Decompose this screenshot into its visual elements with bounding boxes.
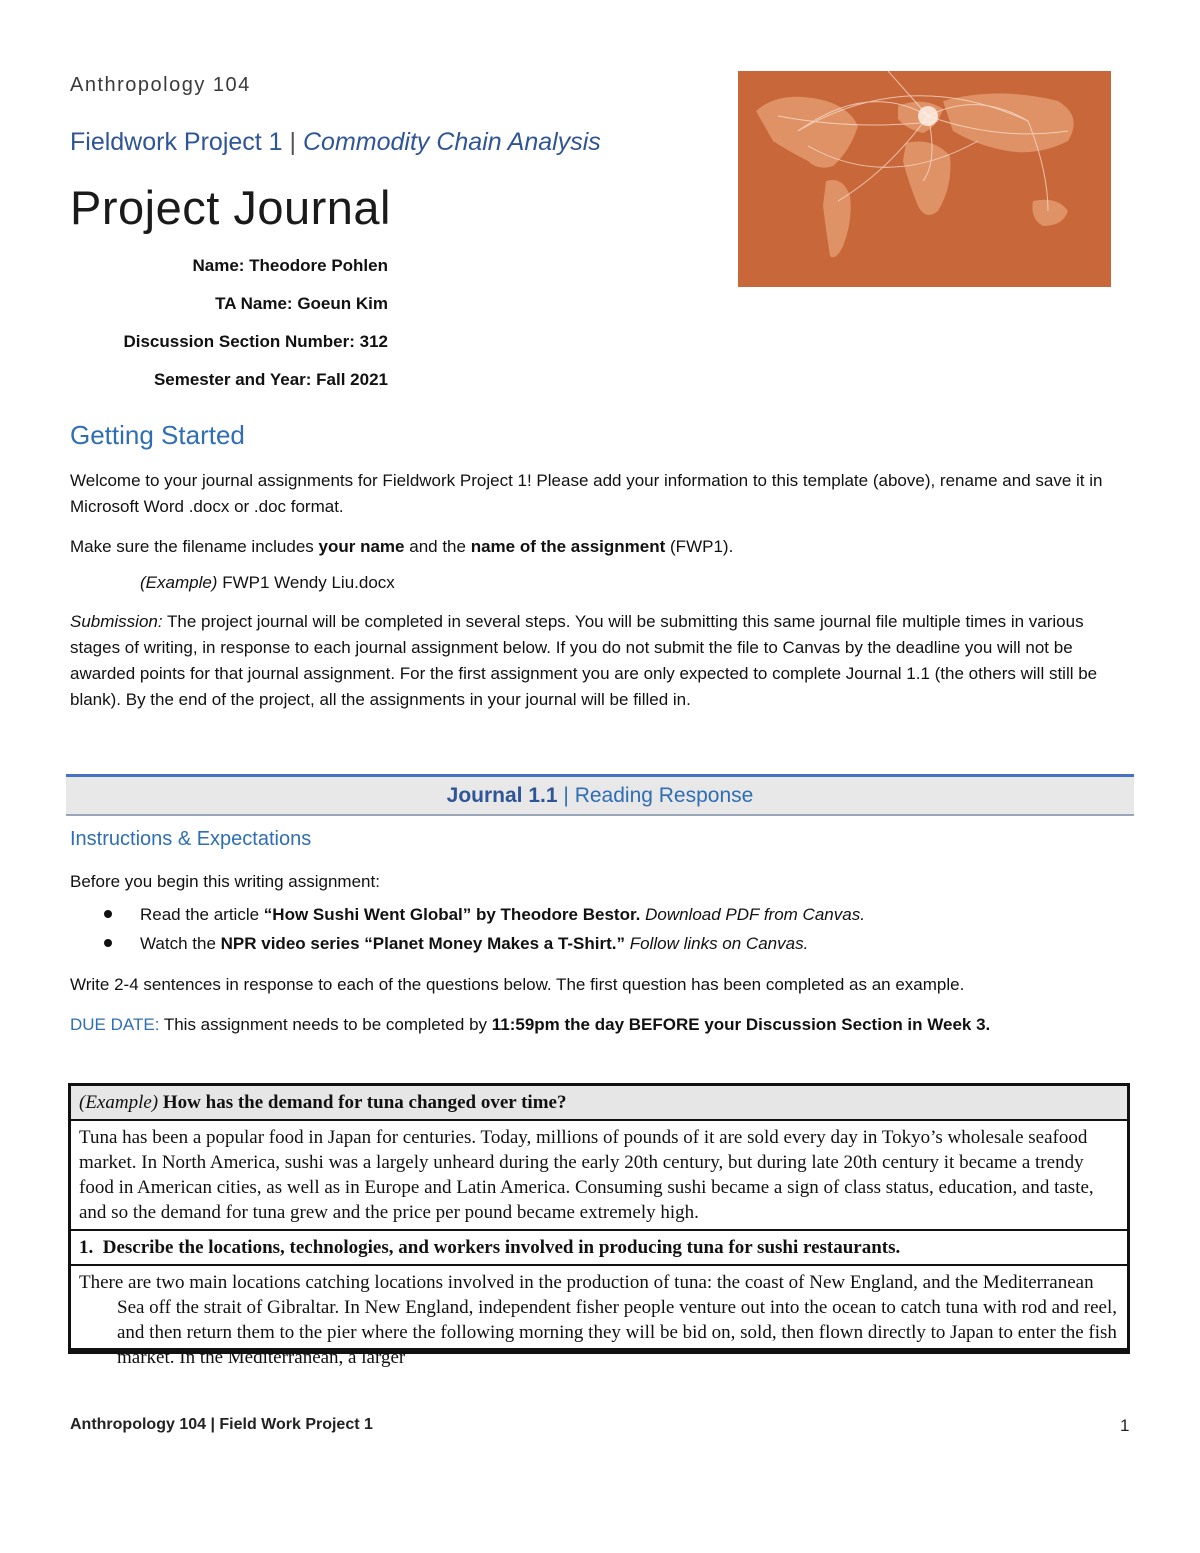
ta-name: TA Name: Goeun Kim [215, 294, 388, 313]
semester-year: Semester and Year: Fall 2021 [153, 370, 388, 389]
title-separator: | [289, 128, 297, 156]
instructions-heading: Instructions & Expectations [70, 828, 312, 850]
world-network-map-image [738, 71, 1111, 287]
write-instruction: Write 2-4 sentences in response to each of the questions below. The first question has been completed as an example. [70, 975, 965, 994]
filename-instruction: Make sure the filename includes your name and the name of the assignment (FWP1). [70, 537, 734, 556]
journal-title: Journal 1.1 | Reading Response [446, 784, 754, 807]
section-number: Discussion Section Number: 312 [123, 332, 388, 351]
qa-table [68, 1083, 1130, 1368]
bullet-watch-video: Watch the NPR video series “Planet Money Makes a T-Shirt.” Follow links on Canvas. [104, 934, 808, 954]
course-name: Anthropology 104 [70, 74, 251, 96]
bullet-read-article: Read the article “How Sushi Went Global” by Theodore Bestor. Download PDF from Canvas. [104, 905, 865, 925]
example-filename: (Example) FWP1 Wendy Liu.docx [140, 573, 395, 592]
instructions-intro: Before you begin this writing assignment: [70, 872, 380, 891]
page-title: Project Journal [70, 181, 391, 234]
project-name: Fieldwork Project 1 [70, 128, 283, 156]
due-date: DUE DATE: This assignment needs to be completed by 11:59pm the day BEFORE your Discussion Section in Week 3. [70, 1015, 991, 1034]
page-footer: Anthropology 104 | Field Work Project 1 [70, 1416, 373, 1433]
bullet-icon [104, 910, 112, 918]
getting-started-heading: Getting Started [70, 420, 245, 450]
table-row [70, 1265, 1129, 1353]
question-1: 1. Describe the locations, technologies, and workers involved in producing tuna for sushi restaurants. [70, 1230, 1129, 1265]
table-row [70, 1120, 1129, 1230]
bullet-icon [104, 939, 112, 947]
student-name: Name: Theodore Pohlen [192, 256, 388, 275]
welcome-paragraph: Welcome to your journal assignments for Fieldwork Project 1! Please add your information to this template (above), rename and save it in Microsoft Word .docx or .doc format. [70, 471, 1103, 516]
page-number: 1 [1120, 1416, 1130, 1435]
submission-paragraph: Submission: The project journal will be completed in several steps. You will be submitting this same journal file multiple times in various stages of writing, in response to each journal assignment below. If you do not submit the file to Canvas by the deadline you will not be awarded points for that journal assignment. For the first assignment you are only expected to complete Journal 1.1 (the others will still be blank). By the end of the project, all the assignments in your journal will be filled in. [70, 612, 1098, 709]
table-row [70, 1230, 1129, 1265]
example-answer: Tuna has been a popular food in Japan for centuries. Today, millions of pounds of it are sold every day in Tokyo’s wholesale seafood market. In North America, sushi was a largely unheard during the early 20th century, but during late 20th century it became a trendy food in American cities, as well as in Europe and Latin America. Consuming sushi became a sign of class status, education, and taste, and so the demand for tuna grew and the price per pound became extremely high. [70, 1120, 1129, 1230]
project-subtitle: Commodity Chain Analysis [302, 128, 601, 156]
table-row [70, 1085, 1129, 1121]
journal-section-header [66, 774, 1134, 816]
project-title [70, 128, 601, 157]
answer-1: There are two main locations catching locations involved in the production of tuna: the coast of New England, and the Mediterranean Sea off the strait of Gibraltar. In New England, independent fisher people venture out into the ocean to catch tuna with rod and reel, and then return them to the pier where the following morning they will be bid on, sold, then flown directly to Japan to enter the fish market. In the Mediterranean, a larger [71, 1266, 1127, 1351]
example-question: (Example) How has the demand for tuna changed over time? [70, 1085, 1129, 1121]
